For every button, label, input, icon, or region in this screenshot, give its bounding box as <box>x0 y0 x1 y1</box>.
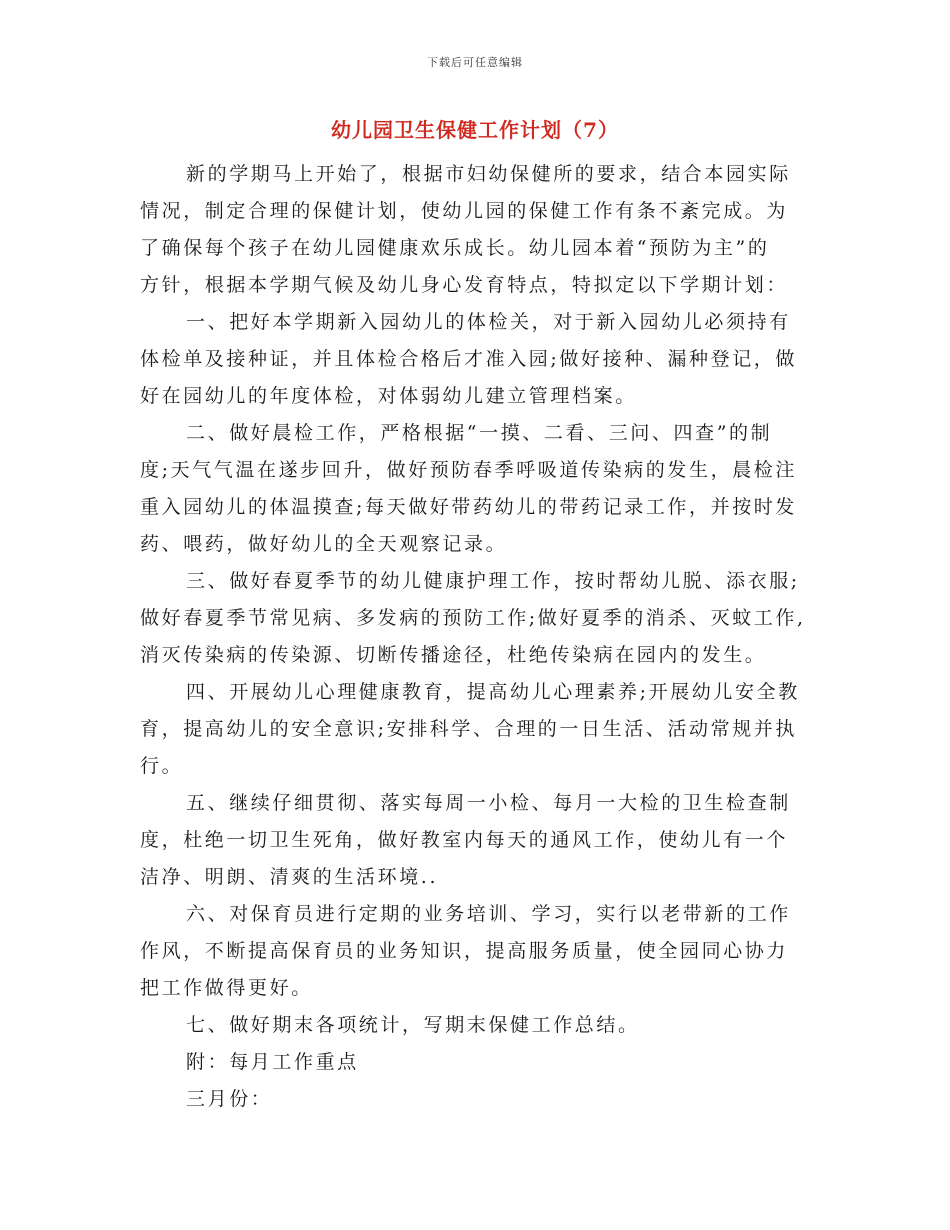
text-line: 把工作做得更好。 <box>140 977 313 999</box>
text-line: 三、做好春夏季节的幼儿健康护理工作，按时帮幼儿脱、添衣服; <box>186 570 800 592</box>
text-line: 了确保每个孩子在幼儿园健康欢乐成长。幼儿园本着“预防为主”的 <box>140 237 770 259</box>
paragraph-item-5 <box>140 785 812 896</box>
paragraph-item-2 <box>140 415 812 563</box>
paragraph-month-march <box>140 1081 812 1118</box>
text-line: 七、做好期末各项统计，写期末保健工作总结。 <box>186 1014 640 1036</box>
document-body <box>140 156 812 1118</box>
text-line: 附：每月工作重点 <box>186 1051 359 1073</box>
text-line: 药、喂药，做好幼儿的全天观察记录。 <box>140 533 508 555</box>
text-line: 育，提高幼儿的安全意识;安排科学、合理的一日生活、活动常规并执 <box>140 718 798 740</box>
text-line: 六、对保育员进行定期的业务培训、学习，实行以老带新的工作 <box>186 903 791 925</box>
text-line: 度;天气气温在遂步回升，做好预防春季呼吸道传染病的发生，晨检注 <box>140 459 798 481</box>
text-line: 五、继续仔细贯彻、落实每周一小检、每月一大检的卫生检查制 <box>186 792 791 814</box>
paragraph-item-4 <box>140 674 812 785</box>
text-line: 作风，不断提高保育员的业务知识，提高服务质量，使全园同心协力 <box>140 940 789 962</box>
paragraph-item-7 <box>140 1007 812 1044</box>
text-line: 情况，制定合理的保健计划，使幼儿园的保健工作有条不紊完成。为 <box>140 200 789 222</box>
text-line: 体检单及接种证，并且体检合格后才准入园;做好接种、漏种登记，做 <box>140 348 798 370</box>
paragraph-intro <box>140 156 812 304</box>
text-line: 新的学期马上开始了，根据市妇幼保健所的要求，结合本园实际 <box>186 163 791 185</box>
text-line: 度，杜绝一切卫生死角，做好教室内每天的通风工作，使幼儿有一个 <box>140 829 789 851</box>
text-line: 四、开展幼儿心理健康教育，提高幼儿心理素养;开展幼儿安全教 <box>186 681 800 703</box>
text-line: 洁净、明朗、清爽的生活环境.. <box>140 866 439 888</box>
text-line: 行。 <box>140 755 184 777</box>
text-line: 好在园幼儿的年度体检，对体弱幼儿建立管理档案。 <box>140 385 637 407</box>
text-line: 方针，根据本学期气候及幼儿身心发育特点，特拟定以下学期计划： <box>140 274 789 296</box>
text-line: 一、把好本学期新入园幼儿的体检关，对于新入园幼儿必须持有 <box>186 311 791 333</box>
text-line: 重入园幼儿的体温摸查;每天做好带药幼儿的带药记录工作，并按时发 <box>140 496 798 518</box>
text-line: 二、做好晨检工作，严格根据“一摸、二看、三问、四查”的制 <box>186 422 773 444</box>
paragraph-item-6 <box>140 896 812 1007</box>
paragraph-item-1 <box>140 304 812 415</box>
text-line: 做好春夏季节常见病、多发病的预防工作;做好夏季的消杀、灭蚊工作, <box>140 607 806 629</box>
header-note: 下载后可任意编辑 <box>427 56 523 69</box>
paragraph-item-3 <box>140 563 812 674</box>
text-line: 三月份： <box>186 1088 273 1110</box>
text-line: 消灭传染病的传染源、切断传播途径，杜绝传染病在园内的发生。 <box>140 644 767 666</box>
paragraph-appendix <box>140 1044 812 1081</box>
document-title: 幼儿园卫生保健工作计划（7） <box>331 118 619 142</box>
